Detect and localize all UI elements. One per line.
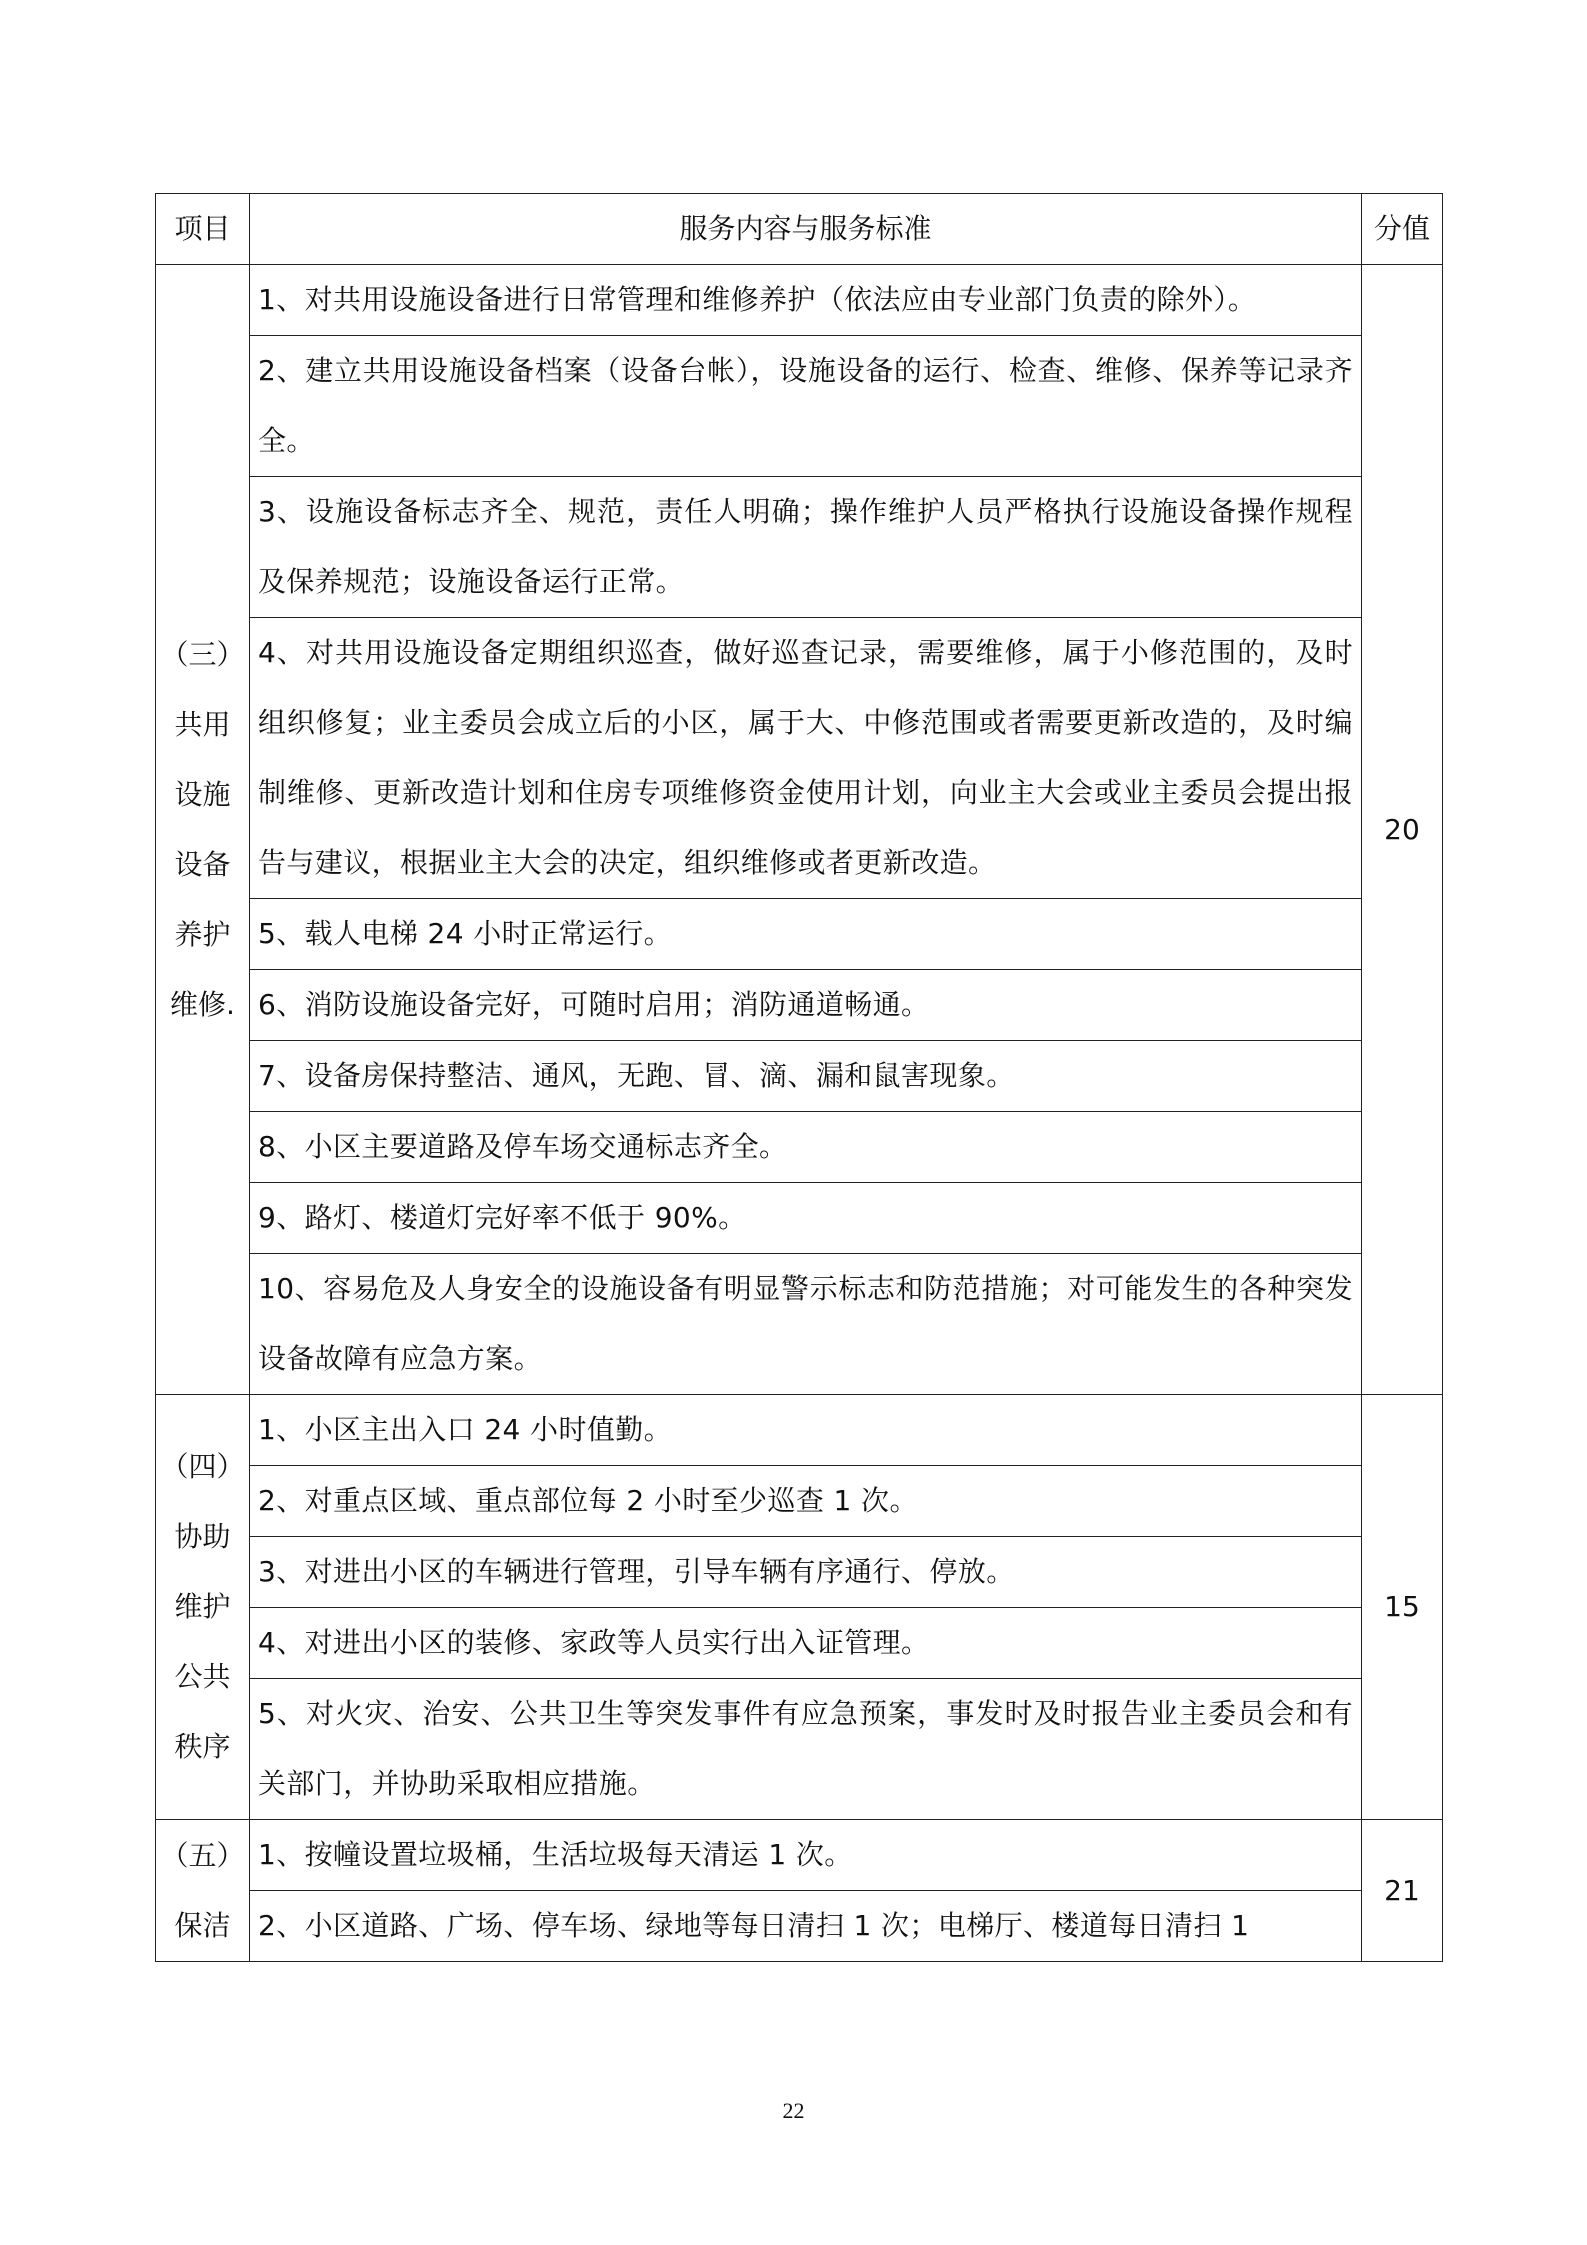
table-row: [156, 265, 1443, 336]
standard-item-text: 1、对共用设施设备进行日常管理和维修养护（依法应由专业部门负责的除外）。: [258, 283, 1257, 316]
category-label-line: 共用: [174, 707, 231, 741]
standard-item: [250, 618, 1362, 899]
table-row: [156, 970, 1443, 1041]
standard-item-text: 4、对共用设施设备定期组织巡查，做好巡查记录，需要维修，属于小修范围的，及时组织修复；业主委员会成立后的小区，属于大、中修范围或者需要更新改造的，及时编制维修、更新改造计划和住房专项维修资金使用计划，向业主大会或业主委员会提出报告与建议，根据业主大会的决定，组织维修或者更新改造。: [258, 636, 1353, 879]
standard-item-text: 8、小区主要道路及停车场交通标志齐全。: [258, 1130, 788, 1163]
table-row: [156, 899, 1443, 970]
page-number: 22: [782, 2098, 805, 2123]
standard-item-text: 4、对进出小区的装修、家政等人员实行出入证管理。: [258, 1626, 930, 1659]
category-label-line: 保洁: [174, 1908, 231, 1942]
category-label-line: （五）: [160, 1838, 245, 1872]
table-row: [156, 477, 1443, 618]
standard-item-text: 1、小区主出入口 24 小时值勤。: [258, 1413, 673, 1446]
category-label-line: 设备: [174, 847, 231, 881]
table-row: [156, 1537, 1443, 1608]
standard-item: [250, 1891, 1362, 1962]
standard-item: [250, 1183, 1362, 1254]
standard-item-text: 9、路灯、楼道灯完好率不低于 90%。: [258, 1201, 747, 1234]
header-project: 项目: [156, 194, 250, 265]
table-row: [156, 618, 1443, 899]
standard-item: [250, 1112, 1362, 1183]
category-label-line: 维修.: [170, 987, 235, 1021]
table-body: [156, 265, 1443, 1962]
standard-item-text: 3、设施设备标志齐全、规范，责任人明确；操作维护人员严格执行设施设备操作规程及保养规范；设施设备运行正常。: [258, 495, 1353, 598]
standard-item-text: 10、容易危及人身安全的设施设备有明显警示标志和防范措施；对可能发生的各种突发设备故障有应急方案。: [258, 1272, 1353, 1375]
standard-item: [250, 1608, 1362, 1679]
table-row: [156, 1466, 1443, 1537]
table-row: [156, 1183, 1443, 1254]
standard-item: [250, 1041, 1362, 1112]
standard-item: [250, 477, 1362, 618]
table-row: [156, 1041, 1443, 1112]
table-row: [156, 1254, 1443, 1395]
standard-item-text: 5、载人电梯 24 小时正常运行。: [258, 917, 673, 950]
standard-item: [250, 970, 1362, 1041]
table-row: [156, 1395, 1443, 1466]
table-row: [156, 1679, 1443, 1820]
standard-item-text: 7、设备房保持整洁、通风，无跑、冒、滴、漏和鼠害现象。: [258, 1059, 1015, 1092]
category-label-line: 公共: [174, 1660, 231, 1693]
table-row: [156, 1820, 1443, 1891]
standard-item: [250, 1820, 1362, 1891]
category-cell: [156, 1395, 250, 1820]
table-row: [156, 1608, 1443, 1679]
category-cell: [156, 265, 250, 1395]
service-standards-table: [155, 193, 1443, 1962]
category-label-line: （四）: [160, 1450, 245, 1483]
category-label-line: 协助: [174, 1520, 231, 1553]
standard-item-text: 6、消防设施设备完好，可随时启用；消防通道畅通。: [258, 988, 930, 1021]
standard-item: [250, 265, 1362, 336]
score-value: 21: [1362, 1820, 1443, 1962]
standard-item: [250, 1395, 1362, 1466]
standard-item-text: 2、建立共用设施设备档案（设备台帐），设施设备的运行、检查、维修、保养等记录齐全。: [258, 354, 1353, 457]
standard-item-text: 2、小区道路、广场、停车场、绿地等每日清扫 1 次；电梯厅、楼道每日清扫 1: [258, 1909, 1250, 1942]
table-row: [156, 1112, 1443, 1183]
standard-item-text: 5、对火灾、治安、公共卫生等突发事件有应急预案，事发时及时报告业主委员会和有关部门，并协助采取相应措施。: [258, 1697, 1353, 1800]
category-label-line: 维护: [174, 1590, 231, 1623]
category-label-line: 设施: [174, 777, 231, 811]
category-cell: [156, 1820, 250, 1962]
category-label-line: 养护: [174, 917, 231, 951]
standard-item-text: 3、对进出小区的车辆进行管理，引导车辆有序通行、停放。: [258, 1555, 1015, 1588]
standard-item: [250, 1679, 1362, 1820]
table-row: [156, 336, 1443, 477]
standard-item: [250, 899, 1362, 970]
category-label-line: （三）: [160, 637, 245, 671]
header-content: 服务内容与服务标准: [250, 194, 1362, 265]
table-header-row: [156, 194, 1443, 265]
standard-item: [250, 1537, 1362, 1608]
standard-item: [250, 1466, 1362, 1537]
header-score: 分值: [1362, 194, 1443, 265]
category-label-line: 秩序: [174, 1730, 231, 1763]
score-value: 20: [1362, 265, 1443, 1395]
standard-item: [250, 336, 1362, 477]
table-row: [156, 1891, 1443, 1962]
standard-item-text: 1、按幢设置垃圾桶，生活垃圾每天清运 1 次。: [258, 1838, 853, 1871]
standard-item: [250, 1254, 1362, 1395]
score-value: 15: [1362, 1395, 1443, 1820]
standard-item-text: 2、对重点区域、重点部位每 2 小时至少巡查 1 次。: [258, 1484, 918, 1517]
